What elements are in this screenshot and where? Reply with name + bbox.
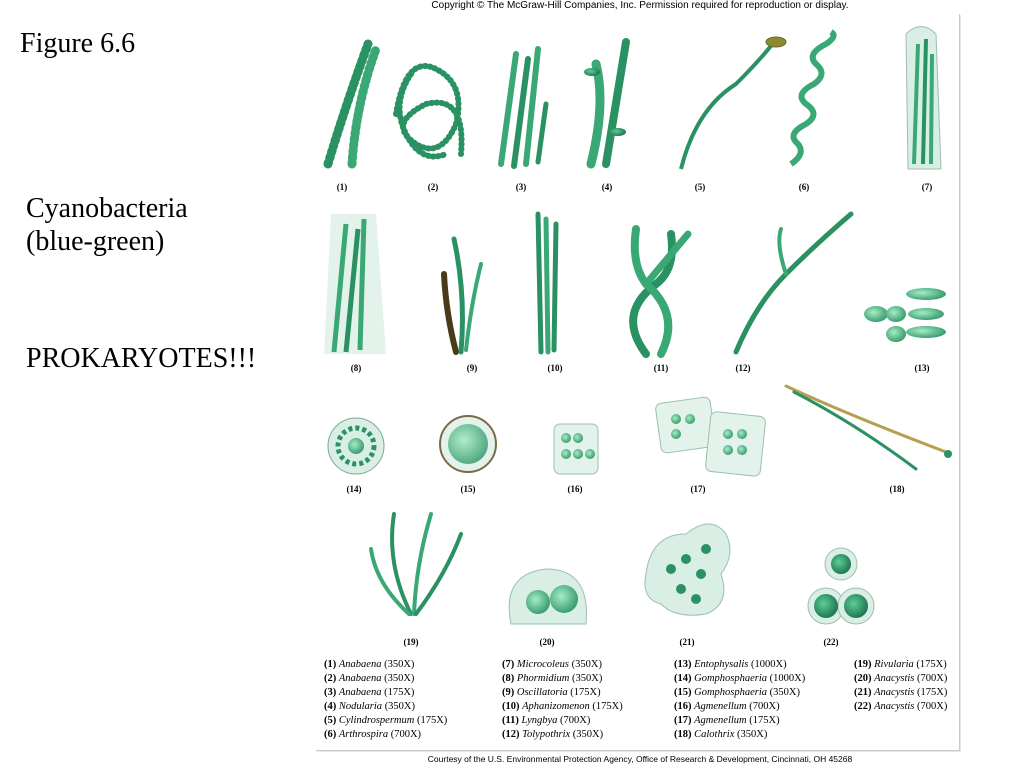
- panel-9-oscillatoria: [444, 239, 481, 352]
- panel-label: (16): [567, 484, 583, 494]
- panel-label: (13): [914, 363, 930, 373]
- legend-entry: (17) Agmenellum (175X): [674, 715, 780, 726]
- panel-label: (14): [346, 484, 362, 494]
- legend-column-1: [324, 658, 447, 742]
- panel-1-anabaena: [328, 44, 376, 164]
- legend-entry: (14) Gomphosphaeria (1000X): [674, 673, 806, 684]
- panel-11-lyngbya: [633, 229, 688, 354]
- panel-label: (18): [889, 484, 905, 494]
- legend-column-4: [854, 658, 947, 714]
- legend-entry: (9) Oscillatoria (175X): [502, 687, 601, 698]
- legend-entry: (15) Gomphosphaeria (350X): [674, 687, 800, 698]
- panel-19-rivularia: [371, 514, 461, 614]
- legend-entry: (13) Entophysalis (1000X): [674, 659, 787, 670]
- panel-label: (15): [460, 484, 476, 494]
- legend-entry: (22) Anacystis (700X): [854, 701, 948, 712]
- legend-entry: (7) Microcoleus (350X): [502, 659, 602, 670]
- panel-label: (9): [466, 363, 478, 373]
- panel-20-anacystis: [509, 569, 586, 624]
- emphasis-text: PROKARYOTES!!!: [26, 343, 257, 374]
- legend-entry: (20) Anacystis (700X): [854, 673, 948, 684]
- topic-heading: [26, 192, 188, 258]
- legend-entry: (4) Nodularia (350X): [324, 701, 416, 712]
- legend-entry: (21) Anacystis (175X): [854, 687, 948, 698]
- panel-label: (11): [653, 363, 669, 373]
- illustration-panels: [316, 14, 959, 654]
- panel-10-aphanizomenon: [538, 214, 556, 352]
- panel-label: (6): [798, 182, 810, 192]
- panel-17-agmenellum: [655, 396, 766, 476]
- panel-7-microcoleus: [906, 27, 941, 170]
- panel-4-nodularia: [584, 42, 626, 164]
- legend-column-2: [502, 658, 623, 742]
- panel-label: (10): [547, 363, 563, 373]
- panel-label: (1): [336, 182, 348, 192]
- panel-8-phormidium: [324, 214, 386, 354]
- panel-label: (4): [601, 182, 613, 192]
- legend-entry: (10) Aphanizomenon (175X): [502, 701, 623, 712]
- legend-entry: (16) Agmenellum (700X): [674, 701, 780, 712]
- legend-entry: (18) Calothrix (350X): [674, 729, 768, 740]
- panel-16-agmenellum: [554, 424, 598, 474]
- panel-label: (21): [679, 637, 695, 647]
- panel-label: (19): [403, 637, 419, 647]
- panel-22-anacystis: [808, 548, 874, 624]
- legend-entry: (5) Cylindrospermum (175X): [324, 715, 448, 726]
- panel-label: (5): [694, 182, 706, 192]
- legend-entry: (1) Anabaena (350X): [324, 659, 415, 670]
- species-legend: [316, 658, 959, 742]
- panel-14-gomphosphaeria: [328, 418, 384, 474]
- panel-label: (3): [515, 182, 527, 192]
- legend-entry: (19) Rivularia (175X): [854, 659, 947, 670]
- legend-column-3: [674, 658, 805, 742]
- copyright-notice: Copyright © The McGraw-Hill Companies, Inc. Permission required for reproduction or display.: [431, 0, 849, 11]
- panel-label: (8): [350, 363, 362, 373]
- panel-label: (12): [735, 363, 751, 373]
- panel-18-calothrix: [786, 386, 952, 469]
- courtesy-notice: Courtesy of the U.S. Environmental Protection Agency, Office of Research & Development, Cincinnati, OH 45268: [427, 754, 853, 764]
- legend-entry: (6) Arthrospira (700X): [324, 729, 422, 740]
- topic-line-1: Cyanobacteria: [26, 193, 188, 224]
- panel-15-gomphosphaeria: [440, 416, 496, 472]
- panel-6-arthrospira: [791, 32, 834, 164]
- panel-21-anacystis-colony: [645, 524, 730, 615]
- panel-5-cylindrospermum: [681, 37, 786, 169]
- legend-entry: (2) Anabaena (350X): [324, 673, 415, 684]
- legend-entry: (11) Lyngbya (700X): [502, 715, 591, 726]
- figure-title: Figure 6.6: [20, 28, 136, 59]
- legend-entry: (3) Anabaena (175X): [324, 687, 415, 698]
- panel-2-anabaena-coil: [396, 66, 462, 157]
- panel-label: (22): [823, 637, 839, 647]
- panel-label: (2): [427, 182, 439, 192]
- legend-entry: (8) Phormidium (350X): [502, 673, 603, 684]
- panel-12-tolypothrix: [736, 214, 851, 352]
- panel-label: (7): [921, 182, 933, 192]
- topic-line-2: (blue-green): [26, 226, 165, 257]
- panel-3-anabaena-straight: [501, 49, 546, 166]
- legend-entry: (12) Tolypothrix (350X): [502, 729, 604, 740]
- panel-label: (20): [539, 637, 555, 647]
- figure-plate: [316, 14, 960, 751]
- panel-label: (17): [690, 484, 706, 494]
- panel-13-entophysalis: [864, 288, 946, 342]
